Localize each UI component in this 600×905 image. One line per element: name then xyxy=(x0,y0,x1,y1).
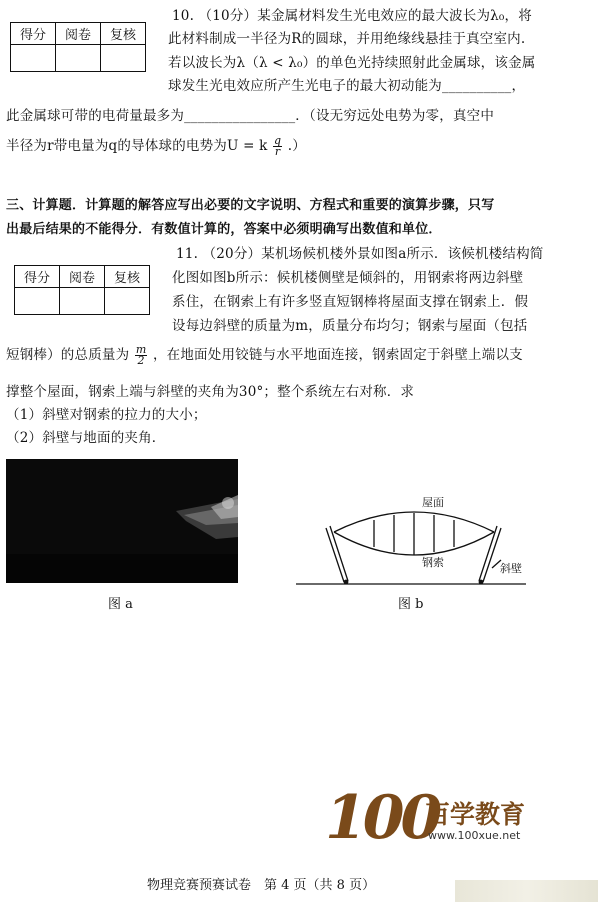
score-table-q10 xyxy=(10,22,146,72)
logo-name: 百学教育 xyxy=(425,800,526,829)
score-cell xyxy=(11,45,56,72)
q11-line-1: 11. （20分）某机场候机楼外景如图a所示．该候机楼结构简 xyxy=(176,246,544,262)
q10-line-6-end: .） xyxy=(287,138,306,154)
score-header-score: 得分 xyxy=(11,23,56,45)
score-table-q11 xyxy=(14,265,150,315)
score-cell xyxy=(101,45,146,72)
label-roof: 屋面 xyxy=(422,496,444,509)
score-cell xyxy=(105,288,150,315)
left-hinge xyxy=(344,580,349,585)
q10-fraction-denominator: r xyxy=(274,145,281,158)
q11-line-6: 撑整个屋面，钢索上端与斜壁的夹角为30°；整个系统左右对称．求 xyxy=(6,384,415,400)
score-header-score: 得分 xyxy=(15,266,60,288)
figure-b-caption: 图 b xyxy=(398,597,424,612)
score-cell xyxy=(56,45,101,72)
score-header-check: 复核 xyxy=(105,266,150,288)
right-hinge xyxy=(479,580,484,585)
q10-line-6-text: 半径为r带电量为q的导体球的电势为U = k xyxy=(6,138,268,154)
blurred-corner xyxy=(455,880,598,902)
score-header-check: 复核 xyxy=(101,23,146,45)
label-cable: 钢索 xyxy=(422,556,444,569)
q11-line-5-end: ，在地面处用铰链与水平地面连接，钢索固定于斜壁上端以支 xyxy=(152,347,523,363)
score-header-review: 阅卷 xyxy=(60,266,105,288)
score-cell xyxy=(15,288,60,315)
q10-line-1: 10. （10分）某金属材料发生光电效应的最大波长为λ₀，将 xyxy=(172,8,532,24)
label-wall: 斜壁 xyxy=(500,562,522,575)
q11-fraction-numerator: m xyxy=(135,343,147,356)
q10-fraction xyxy=(273,136,282,157)
figure-a-caption: 图 a xyxy=(108,597,133,612)
q10-line-6 xyxy=(6,136,306,157)
score-cell xyxy=(60,288,105,315)
section-3-line-2: 出最后结果的不能得分．有数值计算的，答案中必须明确写出数值和单位． xyxy=(6,222,442,237)
logo-100-mark: 100 xyxy=(325,783,439,853)
q11-fraction-denominator: 2 xyxy=(137,354,145,367)
q10-line-2: 此材料制成一半径为R的圆球，并用绝缘线悬挂于真空室内. xyxy=(168,31,526,47)
q11-sub-question-1: （1）斜壁对钢索的拉力的大小； xyxy=(6,407,207,423)
score-header-review: 阅卷 xyxy=(56,23,101,45)
q11-line-5-text: 短钢棒）的总质量为 xyxy=(6,347,130,363)
page-footer: 物理竞赛预赛试卷 第 4 页（共 8 页） xyxy=(147,878,376,893)
q11-line-4: 设每边斜壁的质量为m，质量分布均匀；钢索与屋面（包括 xyxy=(172,318,528,334)
q10-line-5: 此金属球可带的电荷量最多为________________．（设无穷远处电势为零，真空中 xyxy=(6,108,495,124)
q10-line-4: 球发生光电效应所产生光电子的最大初动能为__________， xyxy=(168,78,526,94)
airport-photo-graphic xyxy=(6,459,238,583)
logo-url: www.100xue.net xyxy=(428,829,521,842)
q10-line-3: 若以波长为λ（λ < λ₀）的单色光持续照射此金属球，该金属 xyxy=(168,55,536,71)
right-wall xyxy=(479,526,497,581)
q11-fraction xyxy=(135,345,148,366)
figure-b-diagram xyxy=(296,480,526,590)
q11-sub-question-2: （2）斜壁与地面的夹角． xyxy=(6,430,166,446)
section-3-line-1: 三、计算题．计算题的解答应写出必要的文字说明、方程式和重要的演算步骤，只写 xyxy=(6,198,495,213)
q10-fraction-numerator: q xyxy=(273,134,282,147)
q11-line-5 xyxy=(6,345,523,366)
q11-line-2: 化图如图b所示：候机楼侧壁是倾斜的，用钢索将两边斜壁 xyxy=(172,270,524,286)
figure-a-photo xyxy=(6,459,238,583)
q11-line-3: 系住，在钢索上有许多竖直短钢棒将屋面支撑在钢索上．假 xyxy=(172,294,529,310)
